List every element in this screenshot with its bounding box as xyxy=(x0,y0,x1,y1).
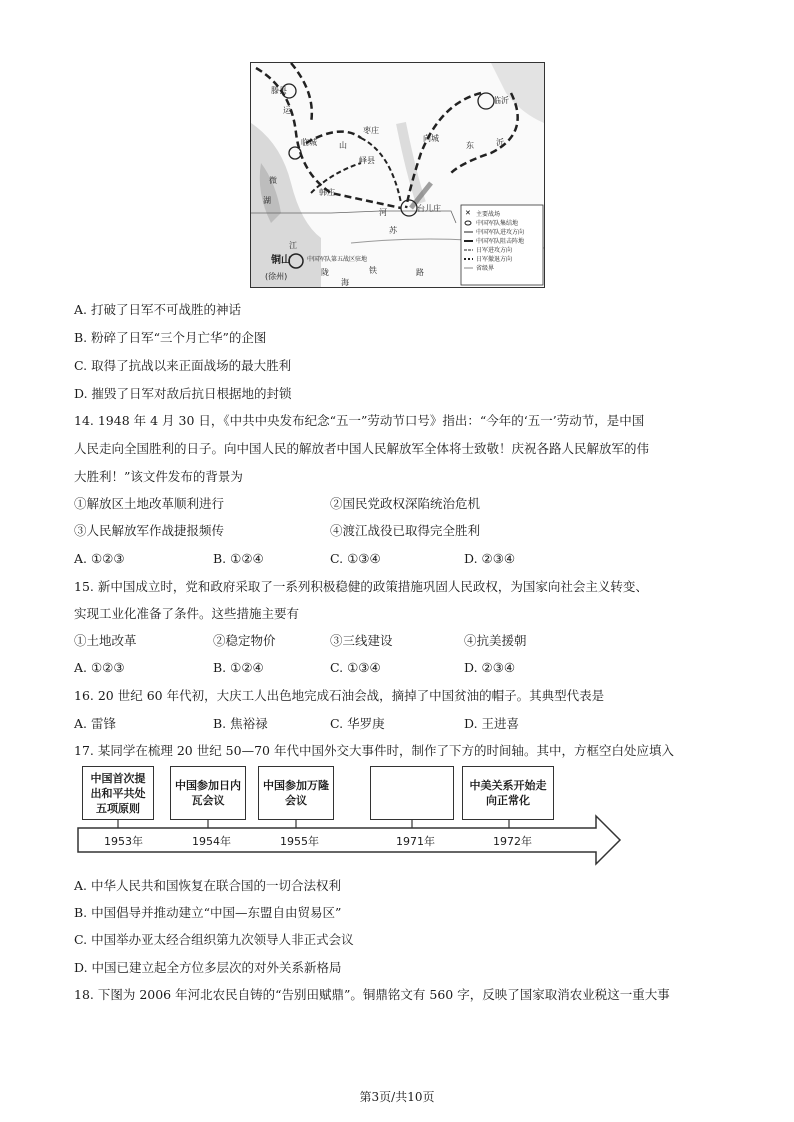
q18-stem: 18. 下图为 2006 年河北农民自铸的“告别田赋鼎”。铜鼎铭文有 560 字，反映了国家取消农业税这一重大事 xyxy=(74,987,670,1002)
region-label: 沂 xyxy=(496,138,504,147)
timeline-year: 1953年 xyxy=(104,835,143,848)
region-label: 苏 xyxy=(389,226,397,235)
q15-item-2: ②稳定物价 xyxy=(213,633,276,648)
legend-item: 日军撤退方向 xyxy=(476,256,513,263)
region-label: 江 xyxy=(289,241,297,250)
region-label: 微 xyxy=(269,176,277,185)
q14-choice-d: D. ②③④ xyxy=(464,551,516,566)
place-label: (徐州) xyxy=(265,272,288,281)
q13-option-a: A. 打破了日军不可战胜的神话 xyxy=(74,302,241,317)
legend-item: 日军进攻方向 xyxy=(476,247,513,254)
region-label: 山 xyxy=(339,141,347,150)
q17-stem: 17. 某同学在梳理 20 世纪 50—70 年代中国外交大事件时，制作了下方的时间轴。其中，方框空白处应填入 xyxy=(74,743,674,758)
place-label: 向城 xyxy=(423,134,439,143)
page-footer: 第3页/共10页 xyxy=(359,1090,435,1104)
region-label: 海 xyxy=(341,278,349,287)
place-label: 枣庄 xyxy=(363,126,379,135)
q14-choice-c: C. ①③④ xyxy=(330,551,381,566)
timeline-year: 1972年 xyxy=(493,835,532,848)
timeline-year: 1971年 xyxy=(396,835,435,848)
q15-choice-c: C. ①③④ xyxy=(330,660,381,675)
q13-option-d: D. 摧毁了日军对敌后抗日根据地的封锁 xyxy=(74,386,292,401)
q15-item-3: ③三线建设 xyxy=(330,633,393,648)
q16-choice-b: B. 焦裕禄 xyxy=(213,716,268,731)
q15-stem-line1: 15. 新中国成立时，党和政府采取了一系列积极稳健的政策措施巩固人民政权，为国家向社会主义转变、 xyxy=(74,579,648,594)
legend-item: 省级界 xyxy=(476,265,495,272)
battle-map-svg xyxy=(251,63,544,287)
q15-item-1: ①土地改革 xyxy=(74,633,137,648)
q14-item-2: ②国民党政权深陷统治危机 xyxy=(330,496,481,511)
timeline-box-1954: 中国参加日内瓦会议 xyxy=(170,766,246,820)
q17-option-d: D. 中国已建立起全方位多层次的对外关系新格局 xyxy=(74,960,342,975)
q14-item-1: ①解放区土地改革顺利进行 xyxy=(74,496,225,511)
q16-stem: 16. 20 世纪 60 年代初，大庆工人出色地完成石油会战，摘掉了中国贫油的帽子。其典型代表是 xyxy=(74,688,605,703)
legend-item: 中国军队集结地 xyxy=(476,220,519,227)
region-label: 陇 xyxy=(321,268,329,277)
q14-choice-b: B. ①②④ xyxy=(213,551,264,566)
legend-item: 中国军队进攻方向 xyxy=(476,229,525,236)
legend-item: 主要战场 xyxy=(476,211,501,218)
place-label: 铜山 xyxy=(271,255,291,266)
q15-choice-a: A. ①②③ xyxy=(74,660,125,675)
svg-text:✕: ✕ xyxy=(465,209,471,217)
q15-item-4: ④抗美援朝 xyxy=(464,633,527,648)
q16-choice-c: C. 华罗庚 xyxy=(330,716,385,731)
region-label: 湖 xyxy=(263,196,271,205)
q15-stem-line2: 实现工业化准备了条件。这些措施主要有 xyxy=(74,606,300,621)
diplomacy-timeline xyxy=(74,760,624,868)
q14-stem-line3: 大胜利！”该文件发布的背景为 xyxy=(74,469,243,484)
timeline-box-1972: 中美关系开始走向正常化 xyxy=(462,766,554,820)
region-label: 路 xyxy=(416,268,424,277)
legend-item: 中国军队阻击阵地 xyxy=(476,238,525,245)
timeline-box-1955: 中国参加万隆会议 xyxy=(258,766,334,820)
q13-option-b: B. 粉碎了日军“三个月亡华”的企图 xyxy=(74,330,267,345)
q14-stem-line1: 14. 1948 年 4 月 30 日，《中共中央发布纪念“五一”劳动节口号》指出：“今年的‘五一’劳动节，是中国 xyxy=(74,413,645,428)
q17-option-c: C. 中国举办亚太经合组织第九次领导人非正式会议 xyxy=(74,932,354,947)
place-label: 临沂 xyxy=(493,96,509,105)
region-label: 河 xyxy=(379,208,387,217)
q13-option-c: C. 取得了抗战以来正面战场的最大胜利 xyxy=(74,358,292,373)
place-label: 临城 xyxy=(301,138,317,147)
q15-choice-d: D. ②③④ xyxy=(464,660,516,675)
q14-item-3: ③人民解放军作战捷报频传 xyxy=(74,523,225,538)
place-label: 峄县 xyxy=(359,156,375,165)
place-label: 韩庄 xyxy=(319,188,335,197)
region-label: 东 xyxy=(466,141,474,150)
timeline-year: 1955年 xyxy=(280,835,319,848)
q16-choice-a: A. 雷锋 xyxy=(74,716,116,731)
q14-item-4: ④渡江战役已取得完全胜利 xyxy=(330,523,481,538)
place-label: 中国军队第五战区驻地 xyxy=(307,256,368,263)
timeline-box-1953: 中国首次提出和平共处五项原则 xyxy=(82,766,154,820)
timeline-box-1971-blank xyxy=(370,766,454,820)
q14-stem-line2: 人民走向全国胜利的日子。向中国人民的解放者中国人民解放军全体将士致敬！庆祝各路人民解放军的伟 xyxy=(74,441,650,456)
q17-option-a: A. 中华人民共和国恢复在联合国的一切合法权利 xyxy=(74,878,341,893)
timeline-year: 1954年 xyxy=(192,835,231,848)
q16-choice-d: D. 王进喜 xyxy=(464,716,520,731)
place-label: 滕县 xyxy=(271,86,287,95)
place-label: 台儿庄 xyxy=(417,204,441,213)
q15-choice-b: B. ①②④ xyxy=(213,660,264,675)
q17-option-b: B. 中国倡导并推动建立“中国—东盟自由贸易区” xyxy=(74,905,342,920)
battle-map xyxy=(250,62,545,288)
region-label: 铁 xyxy=(369,266,377,275)
q14-choice-a: A. ①②③ xyxy=(74,551,125,566)
region-label: 运 xyxy=(283,106,291,115)
